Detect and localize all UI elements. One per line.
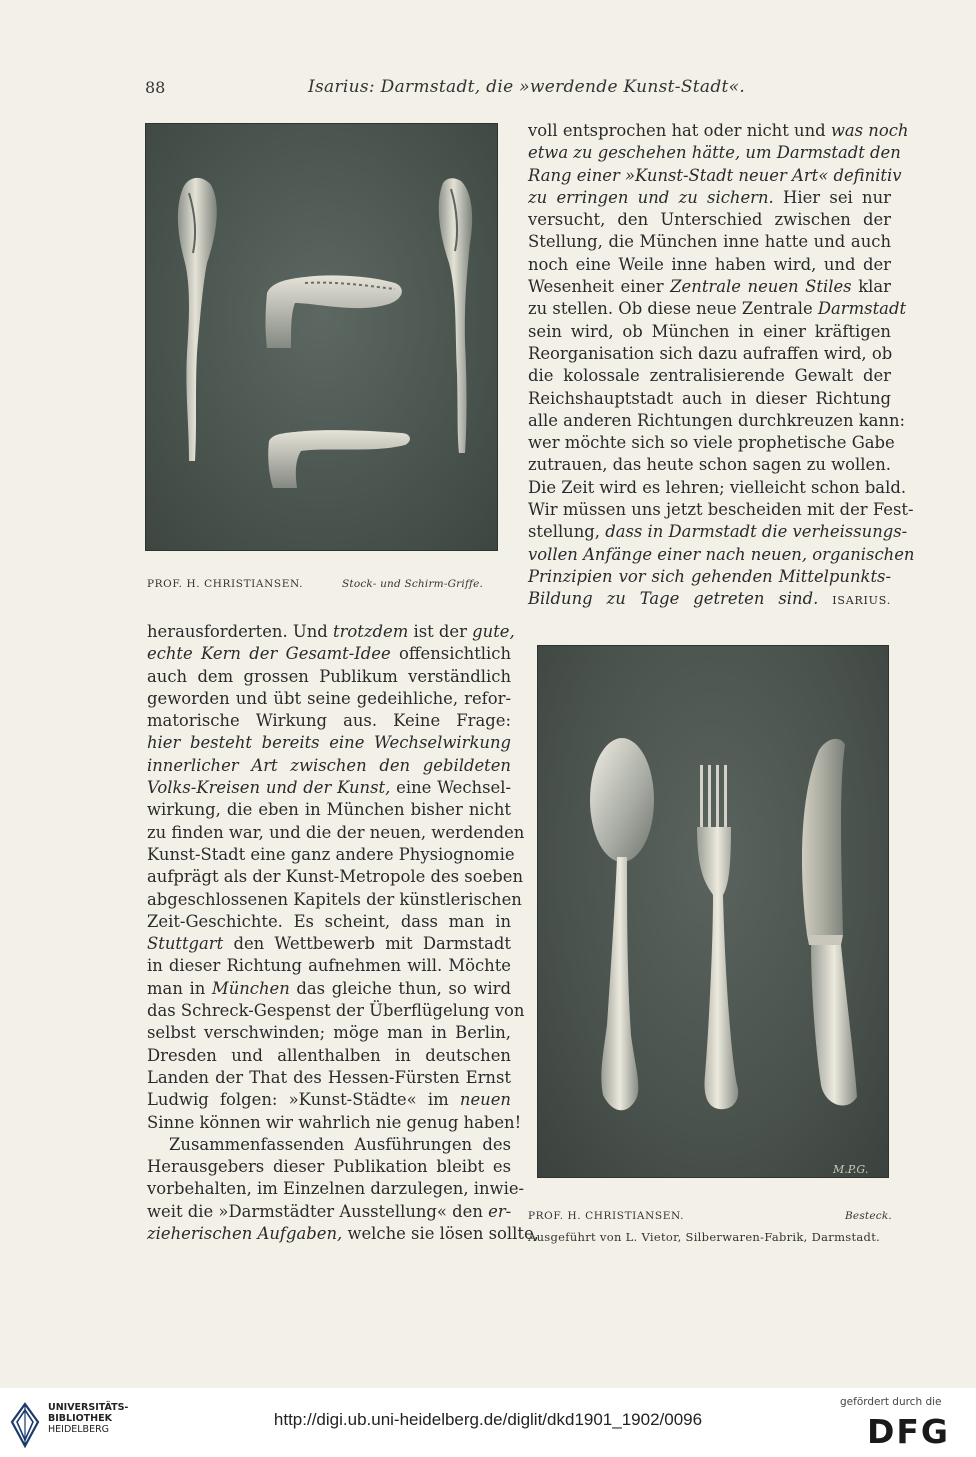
right-column-text: voll entsprochen hat oder nicht und was noch etwa zu geschehen hätte, um Darmstadt den Rang einer »Kunst-Stadt neuer Art« definitiv zu erringen und zu sichern. Hier sei nur versucht, den Unterschied zwischen der Stellung, die München inne hatte und auch noch eine Weile inne haben wird, und der Wesenheit einer Zentrale neuen Stiles klar zu stellen. Ob diese neue Zentrale Darmstadt sein wird, ob München in einer kräftigen Reorganisation sich dazu aufraffen wird, ob die kolossale zentralisierende Gewalt der Reichshauptstadt auch in dieser Richtung alle anderen Richtungen durchkreuzen kann: wer möchte sich so viele prophetische Gabe zutrauen, das heute schon sagen zu wollen. Die Zeit wird es lehren; vielleicht schon bald. Wir müssen uns jetzt bescheiden mit der Fest- stellung, dass in Darmstadt die verheissungs- vollen Anfänge einer nach neuen, organischen Prinzipien vor sich gehenden Mittelpunkts- Bildung zu Tage getreten sind. ISARIUS. [528, 121, 915, 609]
author-signature: ISARIUS. [832, 594, 891, 608]
handles-illustration [145, 123, 498, 551]
funding-label: gefördert durch die [840, 1396, 942, 1408]
long-handle-right [439, 178, 472, 453]
page-number: 88 [145, 78, 166, 97]
spoon [590, 738, 654, 1110]
photographer-monogram: M.P.G. [833, 1163, 869, 1176]
figure2-caption-maker: Ausgeführt von L. Vietor, Silberwaren-Fabrik, Darmstadt. [528, 1230, 881, 1244]
photo-cane-umbrella-handles [145, 123, 498, 551]
photo-cutlery-set [537, 645, 889, 1178]
running-title: Isarius: Darmstadt, die »werdende Kunst-Stadt«. [308, 77, 746, 97]
library-name: UNIVERSITÄTS- BIBLIOTHEK HEIDELBERG [48, 1402, 129, 1435]
crook-handle-lower [268, 430, 410, 488]
figure2-caption-credit: PROF. H. CHRISTIANSEN. [528, 1210, 685, 1222]
figure2-caption-title: Besteck. [845, 1210, 892, 1222]
long-handle-left [178, 178, 217, 461]
figure1-caption-credit: PROF. H. CHRISTIANSEN. [147, 578, 304, 590]
cutlery-illustration [537, 645, 889, 1178]
left-column-text: herausforderten. Und trotzdem ist der gute, echte Kern der Gesamt-Idee offensichtlich auch dem grossen Publikum verständlich geworden und übt seine gedeihliche, refor- matorische Wirkung aus. Keine Frage: hier besteht bereits eine Wechselwirkung innerlicher Art zwischen den gebildeten Volks-Kreisen und der Kunst, eine Wechsel- wirkung, die eben in München bisher nicht zu finden war, und die der neuen, werdenden Kunst-Stadt eine ganz andere Physiognomie aufprägt als der Kunst-Metropole des soeben abgeschlossenen Kapitels der künstlerischen Zeit-Geschichte. Es scheint, dass man in Stuttgart den Wettbewerb mit Darmstadt in dieser Richtung aufnehmen will. Möchte man in München das gleiche thun, so wird das Schreck-Gespenst der Überflügelung von selbst verschwinden; möge man in Berlin, Dresden und allenthalben in deutschen Landen der That des Hessen-Fürsten Ernst Ludwig folgen: »Kunst-Städte« im neuen Sinne können wir wahrlich nie genug haben! Zusammenfassenden Ausführungen des Herausgebers dieser Publikation bleibt es vorbehalten, im Einzelnen darzulegen, inwie- weit die »Darmstädter Ausstellung« den er- zieherischen Aufgaben, welche sie lösen sollte, [147, 622, 539, 1244]
fork [697, 765, 738, 1109]
permalink-url[interactable]: http://digi.ub.uni-heidelberg.de/diglit/dkd1901_1902/0096 [273, 1410, 703, 1429]
figure1-caption-title: Stock- und Schirm-Griffe. [342, 578, 484, 590]
crook-handle-upper [266, 275, 402, 348]
knife [802, 739, 857, 1106]
dfg-logo[interactable]: DFG [867, 1412, 951, 1451]
